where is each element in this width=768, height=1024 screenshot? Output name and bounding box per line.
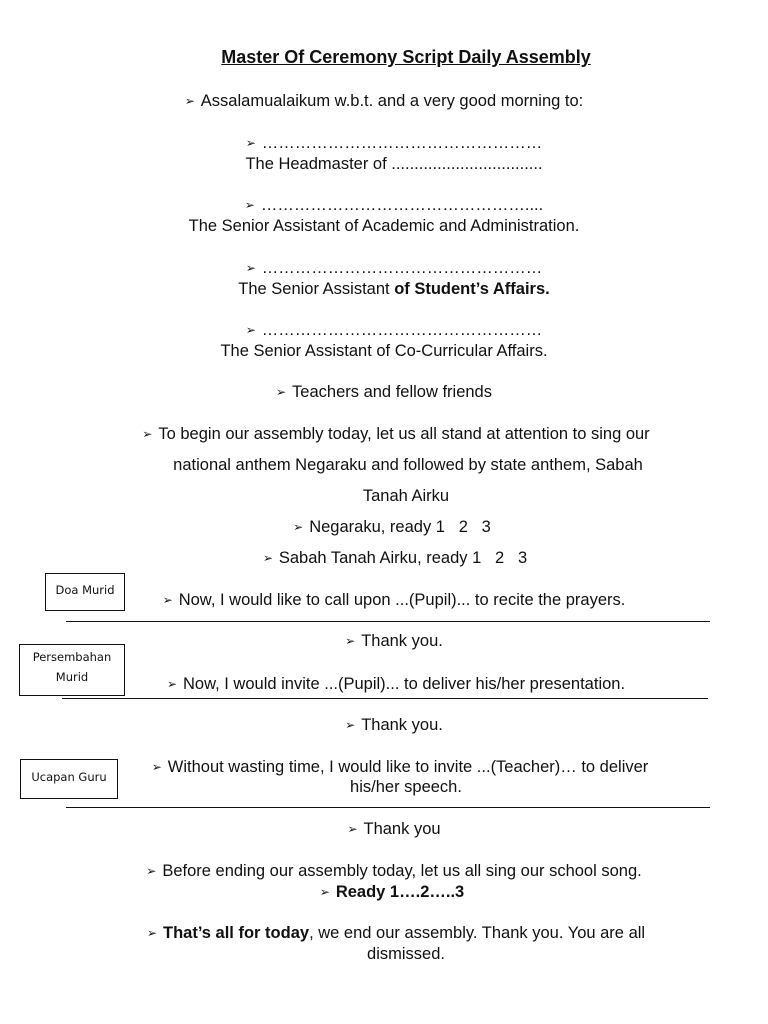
arrow-bullet-icon: ➢ bbox=[245, 323, 256, 337]
presentation-line bbox=[0, 674, 768, 694]
dignitary-dots-3 bbox=[0, 258, 768, 278]
closing-line-1 bbox=[0, 923, 768, 943]
persembahan-label-line-1: Persembahan bbox=[32, 650, 112, 664]
teachers-friends-line bbox=[0, 382, 768, 402]
closing-rest-text: , we end our assembly. Thank you. You are all bbox=[309, 924, 646, 942]
arrow-bullet-icon: ➢ bbox=[347, 822, 358, 836]
speech-text: Without wasting time, I would like to invite ...(Teacher)… to deliver bbox=[167, 758, 649, 776]
arrow-bullet-icon: ➢ bbox=[146, 926, 157, 940]
blank-dots: …………………………………………… bbox=[261, 259, 543, 277]
arrow-bullet-icon: ➢ bbox=[319, 885, 330, 899]
thank-you-text: Thank you. bbox=[361, 716, 443, 734]
thank-you-text: Thank you bbox=[363, 820, 441, 838]
negaraku-line bbox=[0, 517, 768, 537]
anthem-intro-line-2: national anthem Negaraku and followed by state anthem, Sabah bbox=[173, 456, 643, 474]
thank-you-line-3 bbox=[0, 819, 768, 839]
thank-you-line-2 bbox=[0, 715, 768, 735]
dignitary-role-1: The Headmaster of ................................. bbox=[245, 155, 543, 173]
arrow-bullet-icon: ➢ bbox=[245, 261, 256, 275]
speech-line-2: his/her speech. bbox=[350, 778, 462, 796]
greeting-line bbox=[0, 91, 768, 111]
dignitary-dots-4 bbox=[0, 320, 768, 340]
school-song-text: Before ending our assembly today, let us all sing our school song. bbox=[162, 862, 642, 880]
presentation-text: Now, I would invite ...(Pupil)... to deliver his/her presentation. bbox=[183, 675, 626, 693]
role-prefix: The Senior Assistant bbox=[238, 280, 395, 298]
arrow-bullet-icon: ➢ bbox=[166, 677, 177, 691]
ready-song-line bbox=[0, 882, 768, 902]
prayer-line bbox=[0, 590, 768, 610]
dignitary-role-3 bbox=[0, 279, 768, 299]
arrow-bullet-icon: ➢ bbox=[275, 385, 287, 399]
greeting-text: Assalamualaikum w.b.t. and a very good morning to: bbox=[200, 92, 584, 110]
prayer-text: Now, I would like to call upon ...(Pupil)... to recite the prayers. bbox=[178, 591, 626, 609]
teachers-friends-text: Teachers and fellow friends bbox=[292, 383, 492, 401]
arrow-bullet-icon: ➢ bbox=[293, 520, 304, 534]
blank-dots: ………………………………………….... bbox=[260, 196, 544, 214]
arrow-bullet-icon: ➢ bbox=[151, 760, 162, 774]
arrow-bullet-icon: ➢ bbox=[345, 634, 356, 648]
thank-you-text: Thank you. bbox=[361, 632, 443, 650]
ucapan-guru-label: Ucapan Guru bbox=[31, 770, 107, 784]
school-song-line bbox=[0, 861, 768, 881]
arrow-bullet-icon: ➢ bbox=[345, 718, 356, 732]
arrow-bullet-icon: ➢ bbox=[184, 94, 195, 108]
arrow-bullet-icon: ➢ bbox=[244, 198, 255, 212]
closing-bold-text: That’s all for today bbox=[162, 924, 310, 942]
section-divider bbox=[62, 698, 708, 699]
anthem-intro-line-1 bbox=[0, 424, 768, 444]
dignitary-role-4: The Senior Assistant of Co-Curricular Affairs. bbox=[220, 342, 548, 360]
sabah-text: Sabah Tanah Airku, ready 1 2 3 bbox=[278, 549, 528, 567]
section-divider bbox=[66, 807, 710, 808]
dignitary-dots-1 bbox=[0, 133, 768, 153]
speech-line-1 bbox=[0, 757, 768, 777]
dignitary-role-2: The Senior Assistant of Academic and Administration. bbox=[188, 217, 580, 235]
page-title: Master Of Ceremony Script Daily Assembly bbox=[221, 47, 591, 67]
sabah-line bbox=[0, 548, 768, 568]
arrow-bullet-icon: ➢ bbox=[245, 136, 256, 150]
arrow-bullet-icon: ➢ bbox=[142, 427, 153, 441]
doa-murid-label: Doa Murid bbox=[55, 583, 115, 597]
blank-dots: …………………………………………… bbox=[261, 134, 543, 152]
section-divider bbox=[66, 621, 710, 622]
arrow-bullet-icon: ➢ bbox=[146, 864, 157, 878]
dignitary-dots-2 bbox=[0, 195, 768, 215]
closing-line-2: dismissed. bbox=[367, 945, 445, 963]
negaraku-text: Negaraku, ready 1 2 3 bbox=[309, 518, 491, 536]
arrow-bullet-icon: ➢ bbox=[262, 551, 273, 565]
anthem-intro-line-3: Tanah Airku bbox=[362, 487, 450, 505]
ready-song-text: Ready 1….2…..3 bbox=[335, 883, 465, 901]
persembahan-label-line-2: Murid bbox=[55, 670, 89, 684]
role-bold: of Student’s Affairs. bbox=[394, 280, 550, 298]
anthem-intro-text: To begin our assembly today, let us all stand at attention to sing our bbox=[158, 425, 650, 443]
arrow-bullet-icon: ➢ bbox=[162, 593, 173, 607]
blank-dots: …………………………………………… bbox=[261, 321, 543, 339]
